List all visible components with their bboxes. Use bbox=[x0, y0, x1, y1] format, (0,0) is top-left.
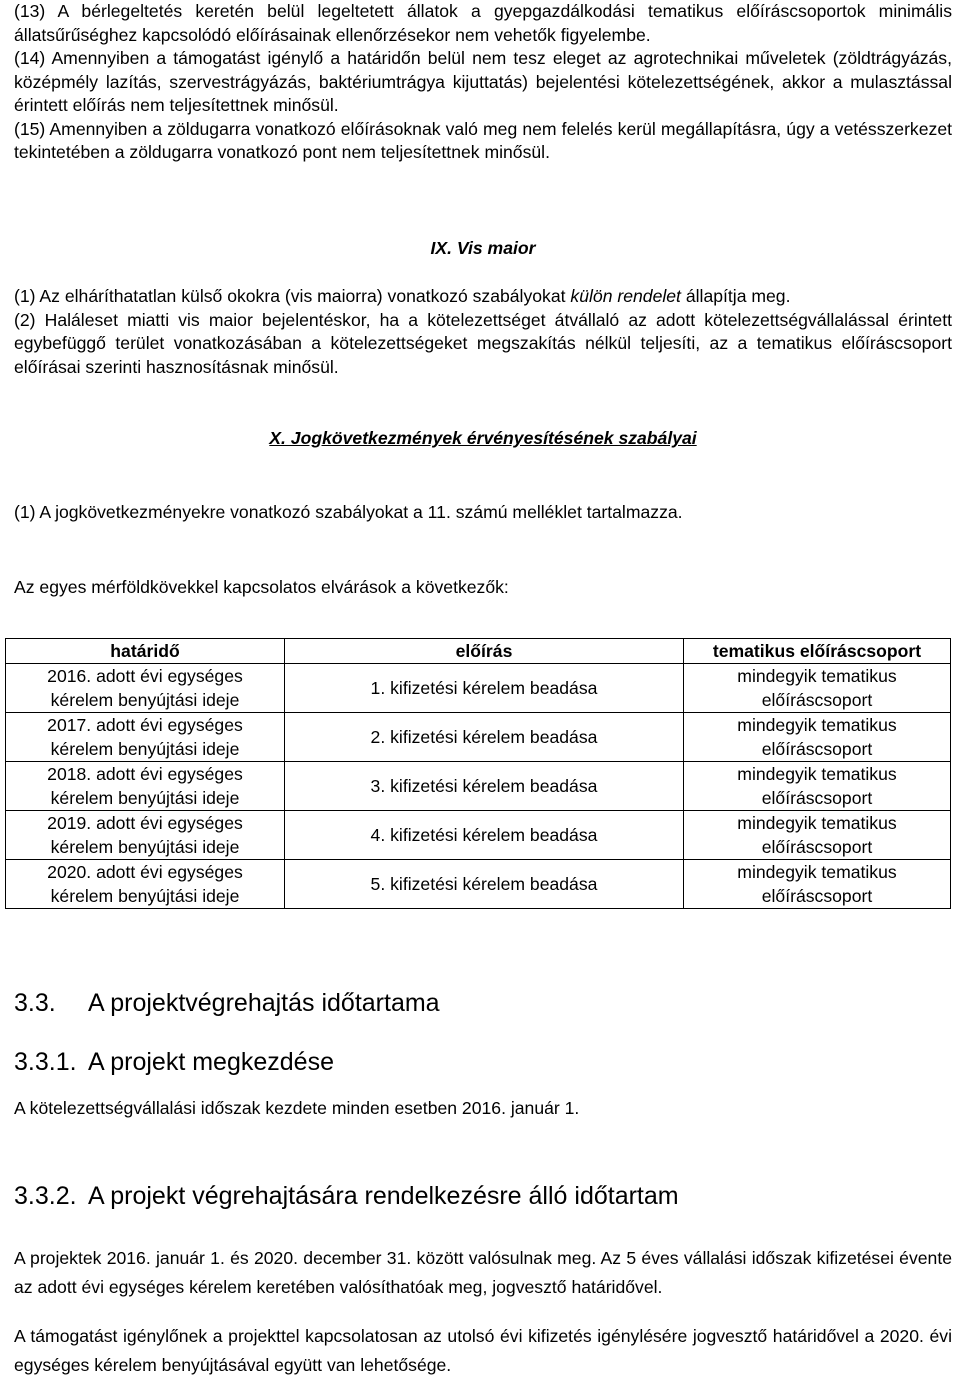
section-3-3-2-body-block bbox=[14, 1244, 952, 1302]
header-group: tematikus előíráscsoport bbox=[684, 639, 951, 664]
paragraph-13-block bbox=[14, 0, 952, 165]
jogkovetkezmenyek-section bbox=[14, 427, 952, 451]
section-3-3-number: 3.3. bbox=[14, 989, 56, 1017]
section-3-3-2-number: 3.3.2. bbox=[14, 1182, 77, 1210]
vis-maior-p1-text-b: állapítja meg. bbox=[680, 286, 791, 306]
section-3-3-heading bbox=[14, 988, 440, 1018]
requirement-cell: 1. kifizetési kérelem beadása bbox=[285, 664, 684, 713]
jogkovetkezmenyek-paragraph-1: (1) A jogkövetkezményekre vonatkozó szabályokat a 11. számú melléklet tartalmazza. bbox=[14, 502, 683, 522]
paragraph-14: (14) Amennyiben a támogatást igénylő a határidőn belül nem tesz eleget az agrotechnikai műveletek (zöldtrágyázás, középmély lazítás, szervestrágyázás, baktériumtrágya kijuttatás) bejelentési kötelezettségének, akkor a mulasztással érintett előírás nem teljesítettnek minősül. bbox=[14, 48, 952, 115]
group-cell: mindegyik tematikus előíráscsoport bbox=[684, 811, 951, 860]
vis-maior-p1-italic: külön rendelet bbox=[570, 286, 681, 306]
requirement-cell: 3. kifizetési kérelem beadása bbox=[285, 762, 684, 811]
section-3-3-2-title: A projekt végrehajtására rendelkezésre álló időtartam bbox=[88, 1182, 679, 1210]
group-cell: mindegyik tematikus előíráscsoport bbox=[684, 860, 951, 909]
table-row bbox=[6, 860, 951, 909]
requirement-cell: 2. kifizetési kérelem beadása bbox=[285, 713, 684, 762]
table-row bbox=[6, 664, 951, 713]
section-3-3-1-number: 3.3.1. bbox=[14, 1048, 77, 1076]
table-row bbox=[6, 762, 951, 811]
deadline-cell: 2018. adott évi egységes kérelem benyújtási ideje bbox=[6, 762, 285, 811]
requirement-cell: 5. kifizetési kérelem beadása bbox=[285, 860, 684, 909]
header-deadline: határidő bbox=[6, 639, 285, 664]
section-3-3-title: A projektvégrehajtás időtartama bbox=[88, 989, 440, 1017]
group-cell: mindegyik tematikus előíráscsoport bbox=[684, 713, 951, 762]
section-3-3-2-heading bbox=[14, 1181, 679, 1211]
header-requirement: előírás bbox=[285, 639, 684, 664]
section-3-3-1-title: A projekt megkezdése bbox=[88, 1048, 334, 1076]
paragraph-13: (13) A bérlegeltetés keretén belül legeltetett állatok a gyepgazdálkodási tematikus előíráscsoportok minimális állatsűrűséghez kapcsolódó előírásainak ellenőrzésekor nem vehetők figyelembe. bbox=[14, 1, 952, 45]
milestones-table bbox=[5, 638, 951, 909]
milestones-intro: Az egyes mérföldkövekkel kapcsolatos elvárások a következők: bbox=[14, 577, 509, 597]
requirement-cell: 4. kifizetési kérelem beadása bbox=[285, 811, 684, 860]
section-3-3-2-body-2: A támogatást igénylőnek a projekttel kapcsolatosan az utolsó évi kifizetés igénylésére jogvesztő határidővel a 2020. évi egységes kérelem benyújtásával együtt van lehetősége. bbox=[14, 1326, 952, 1375]
section-3-3-2-body-1: A projektek 2016. január 1. és 2020. december 31. között valósulnak meg. Az 5 éves vállalási időszak kifizetései évente az adott évi egységes kérelem keretében valósíthatóak meg, jogvesztő határidővel. bbox=[14, 1248, 952, 1297]
jogkovetkezmenyek-heading: X. Jogkövetkezmények érvényesítésének szabályai bbox=[269, 428, 697, 448]
vis-maior-p1-text-a: (1) Az elháríthatatlan külső okokra (vis maiorra) vonatkozó szabályokat bbox=[14, 286, 571, 306]
vis-maior-paragraph-1 bbox=[14, 285, 952, 309]
milestones-intro-block bbox=[14, 576, 952, 600]
vis-maior-heading: IX. Vis maior bbox=[430, 238, 536, 258]
group-cell: mindegyik tematikus előíráscsoport bbox=[684, 762, 951, 811]
deadline-cell: 2017. adott évi egységes kérelem benyújtási ideje bbox=[6, 713, 285, 762]
table-row bbox=[6, 811, 951, 860]
table-row bbox=[6, 713, 951, 762]
jogkovetkezmenyek-body bbox=[14, 501, 952, 525]
vis-maior-body bbox=[14, 285, 952, 379]
group-cell: mindegyik tematikus előíráscsoport bbox=[684, 664, 951, 713]
paragraph-15: (15) Amennyiben a zöldugarra vonatkozó előírásoknak való meg nem felelés kerül megállapításra, úgy a vetésszerkezet tekintetében a zöldugarra vonatkozó pont nem teljesítettnek minősül. bbox=[14, 118, 952, 162]
deadline-cell: 2019. adott évi egységes kérelem benyújtási ideje bbox=[6, 811, 285, 860]
vis-maior-section bbox=[14, 237, 952, 261]
deadline-cell: 2016. adott évi egységes kérelem benyújtási ideje bbox=[6, 664, 285, 713]
deadline-cell: 2020. adott évi egységes kérelem benyújtási ideje bbox=[6, 860, 285, 909]
section-3-3-1-body-block bbox=[14, 1097, 952, 1121]
section-3-3-1-body: A kötelezettségvállalási időszak kezdete minden esetben 2016. január 1. bbox=[14, 1098, 580, 1118]
section-3-3-2-body-block-2 bbox=[14, 1322, 952, 1380]
table-header-row bbox=[6, 639, 951, 664]
vis-maior-paragraph-2: (2) Haláleset miatti vis maior bejelentéskor, ha a kötelezettséget átvállaló az adott kötelezettségvállalással érintett egybefüggő terület vonatkozásában a kötelezettségeket megszakítás nélkül teljesíti, az a tematikus előíráscsoport előírásai szerinti hasznosításnak minősül. bbox=[14, 309, 952, 377]
section-3-3-1-heading bbox=[14, 1047, 334, 1077]
